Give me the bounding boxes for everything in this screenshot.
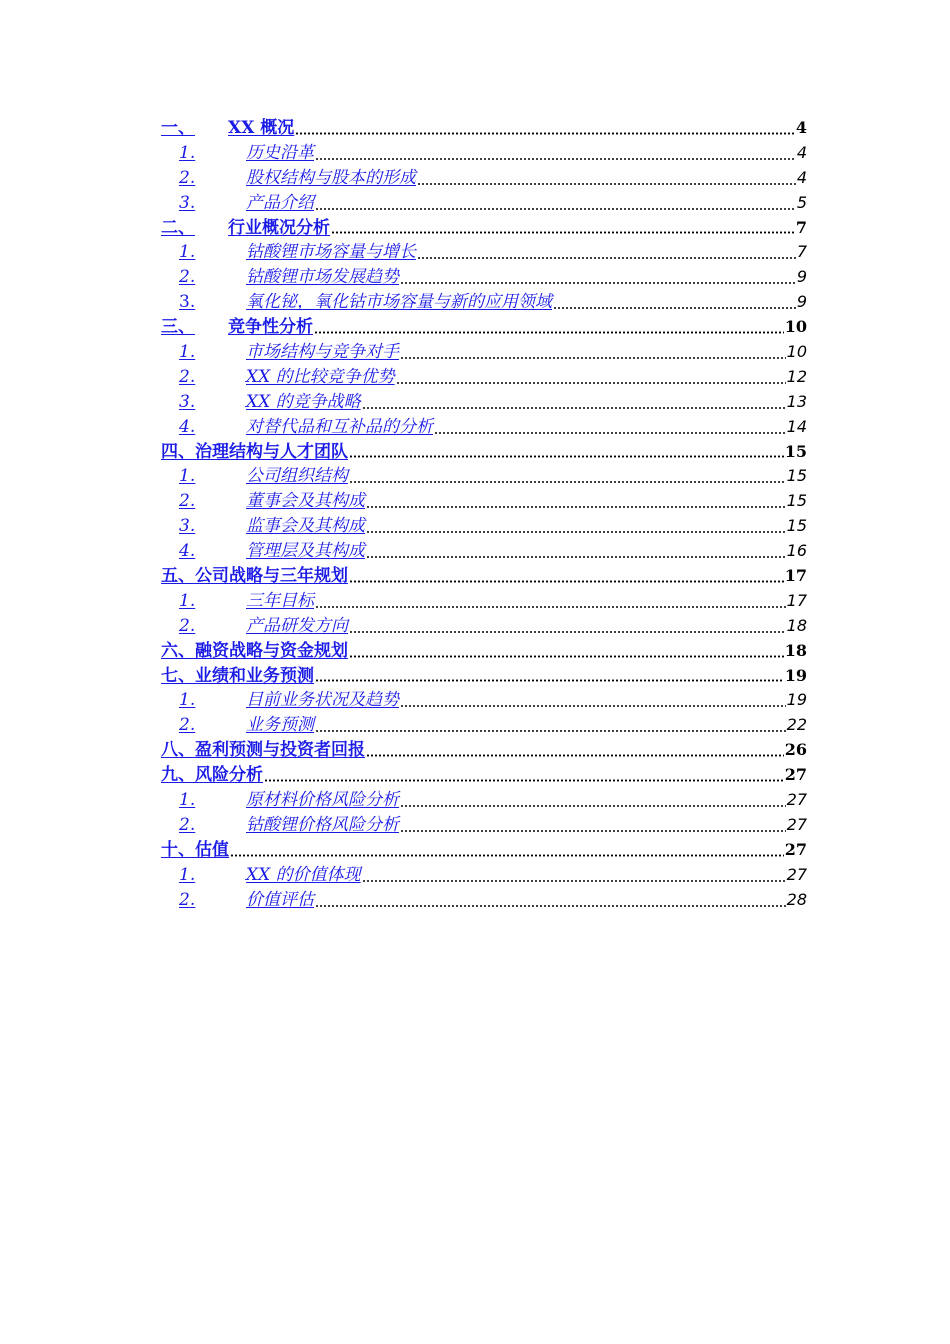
toc-item[interactable] <box>161 713 807 738</box>
toc-page-number: 22 <box>786 715 807 735</box>
toc-item-number[interactable]: 1. <box>179 590 196 611</box>
toc-item-number[interactable]: 1. <box>179 790 196 811</box>
toc-item[interactable] <box>161 290 807 315</box>
toc-section-number[interactable]: 六、 <box>161 640 195 661</box>
toc-page-number: 14 <box>786 416 807 436</box>
toc-item-title[interactable]: 业务预测 <box>246 715 314 736</box>
dot-leader <box>400 282 796 284</box>
dot-leader <box>314 331 784 334</box>
dot-leader <box>315 208 796 210</box>
dot-leader <box>400 357 786 359</box>
toc-item-title[interactable]: 市场结构与竞争对手 <box>246 342 399 363</box>
dot-leader <box>362 880 786 882</box>
toc-page-number: 15 <box>786 516 807 536</box>
toc-page-number: 16 <box>786 541 807 561</box>
toc-page-number: 10 <box>784 317 807 337</box>
toc-item[interactable] <box>161 464 807 489</box>
toc-page-number: 15 <box>786 466 807 486</box>
toc-page-number: 4 <box>795 118 807 137</box>
toc-item[interactable] <box>161 514 807 539</box>
toc-page-number: 27 <box>784 839 807 859</box>
toc-page-number: 4 <box>796 142 807 162</box>
dot-leader <box>400 705 786 707</box>
toc-item-number[interactable]: 4. <box>179 416 196 437</box>
dot-leader <box>315 730 786 732</box>
toc-item-number[interactable]: 3. <box>179 516 196 537</box>
toc-section-4[interactable] <box>161 440 807 465</box>
toc-section-number[interactable]: 三、 <box>161 317 195 338</box>
toc-section-title[interactable]: 公司战略与三年规划 <box>195 566 348 587</box>
toc-item-title[interactable]: 目前业务状况及趋势 <box>246 690 399 711</box>
toc-section-number[interactable]: 九、 <box>161 765 195 786</box>
toc-page-number: 27 <box>786 864 807 884</box>
toc-item-number[interactable]: 1. <box>179 142 196 163</box>
toc-item[interactable] <box>161 589 807 614</box>
toc-item-title[interactable]: 公司组织结构 <box>246 466 348 487</box>
toc-section-8[interactable] <box>161 738 807 763</box>
toc-section-9[interactable] <box>161 763 807 788</box>
dot-leader <box>349 655 784 658</box>
toc-page-number: 18 <box>784 640 807 660</box>
toc-section-title[interactable]: 行业概况分析 <box>228 217 330 238</box>
toc-item[interactable] <box>161 415 807 440</box>
toc-item-title[interactable]: 钴酸锂市场容量与增长 <box>246 242 416 263</box>
dot-leader <box>349 455 784 458</box>
toc-item-number[interactable]: 1. <box>179 466 196 487</box>
toc-item-number[interactable]: 2. <box>179 814 196 835</box>
toc-section-5[interactable] <box>161 564 807 589</box>
toc-item[interactable] <box>161 240 807 265</box>
toc-page-number: 18 <box>786 615 807 635</box>
dot-leader <box>349 481 786 483</box>
dot-leader <box>434 432 786 434</box>
dot-leader <box>400 830 786 832</box>
toc-section-title[interactable]: 竞争性分析 <box>228 317 313 338</box>
toc-section-title[interactable]: 业绩和业务预测 <box>195 665 314 686</box>
toc-item[interactable] <box>161 539 807 564</box>
toc-item-title[interactable]: 对替代品和互补品的分析 <box>246 416 433 437</box>
toc-item-number[interactable]: 4. <box>179 541 196 562</box>
dot-leader <box>417 183 796 185</box>
toc-page-number: 7 <box>795 217 807 237</box>
toc-page-number: 15 <box>786 491 807 511</box>
toc-item[interactable] <box>161 863 807 888</box>
toc-item-number[interactable]: 2. <box>179 366 196 387</box>
toc-item[interactable] <box>161 340 807 365</box>
toc-page-number: 12 <box>786 366 807 386</box>
dot-leader <box>315 158 796 160</box>
toc-item-number[interactable]: 3. <box>179 391 196 412</box>
toc-section-3[interactable] <box>161 315 807 340</box>
toc-item[interactable] <box>161 390 807 415</box>
toc-item[interactable] <box>161 265 807 290</box>
toc-item-title[interactable]: 管理层及其构成 <box>246 541 365 562</box>
toc-page-number: 17 <box>786 590 807 610</box>
toc-item[interactable] <box>161 813 807 838</box>
toc-item-number[interactable]: 2. <box>179 615 196 636</box>
toc-item-title[interactable]: 价值评估 <box>246 889 314 910</box>
toc-section-title[interactable]: 治理结构与人才团队 <box>195 441 348 462</box>
dot-leader <box>315 679 784 682</box>
toc-section-7[interactable] <box>161 664 807 689</box>
toc-section-title[interactable]: 融资战略与资金规划 <box>195 640 348 661</box>
toc-item-title[interactable]: 历史沿革 <box>246 142 314 163</box>
dot-leader <box>366 754 784 757</box>
toc-item[interactable] <box>161 365 807 390</box>
toc-item-title[interactable]: 监事会及其构成 <box>246 516 365 537</box>
toc-item-title[interactable]: 氧化铋，氧化钴市场容量与新的应用领域 <box>246 292 552 313</box>
toc-item-number[interactable]: 1. <box>179 864 196 885</box>
dot-leader <box>349 580 784 583</box>
dot-leader <box>230 854 784 857</box>
toc-section-1[interactable] <box>161 116 807 141</box>
toc-page-number: 9 <box>796 292 807 312</box>
toc-item-number[interactable]: 2. <box>179 491 196 512</box>
toc-item-title[interactable]: XX 的价值体现 <box>246 864 361 885</box>
toc-item-number[interactable]: 3. <box>179 192 196 213</box>
toc-page-number: 13 <box>786 391 807 411</box>
dot-leader <box>417 257 796 259</box>
toc-item-title[interactable]: XX 的比较竞争优势 <box>246 366 395 387</box>
toc-section-number[interactable]: 八、 <box>161 740 195 761</box>
dot-leader <box>349 631 786 633</box>
dot-leader <box>366 506 786 508</box>
toc-section-title[interactable]: 估值 <box>195 839 229 860</box>
toc-item[interactable] <box>161 614 807 639</box>
toc-page-number: 5 <box>796 192 807 212</box>
toc-section-2[interactable] <box>161 216 807 241</box>
table-of-contents <box>161 116 807 913</box>
dot-leader <box>396 382 786 384</box>
dot-leader <box>315 606 786 608</box>
toc-item[interactable] <box>161 688 807 713</box>
dot-leader <box>553 307 796 309</box>
toc-item-number[interactable]: 2. <box>179 715 196 736</box>
dot-leader <box>295 132 795 135</box>
toc-item-number[interactable]: 1. <box>179 342 196 363</box>
toc-section-number[interactable]: 五、 <box>161 566 195 587</box>
toc-page-number: 19 <box>786 690 807 710</box>
toc-page-number: 26 <box>784 740 807 760</box>
toc-item-number[interactable]: 1. <box>179 242 196 263</box>
toc-item-title[interactable]: 产品介绍 <box>246 192 314 213</box>
toc-section-title[interactable]: XX 概况 <box>228 118 295 138</box>
dot-leader <box>366 531 786 533</box>
toc-section-title[interactable]: 风险分析 <box>195 765 263 786</box>
toc-section-number[interactable]: 四、 <box>161 441 195 462</box>
toc-item[interactable] <box>161 888 807 913</box>
toc-item-number[interactable]: 2. <box>179 889 196 910</box>
toc-item-number[interactable]: 3. <box>179 292 196 313</box>
dot-leader <box>362 407 786 409</box>
toc-section-10[interactable] <box>161 838 807 863</box>
toc-item[interactable] <box>161 166 807 191</box>
toc-section-number[interactable]: 一、 <box>161 118 195 138</box>
toc-item[interactable] <box>161 489 807 514</box>
toc-item[interactable] <box>161 141 807 166</box>
toc-page-number: 27 <box>786 814 807 834</box>
toc-page-number: 15 <box>784 441 807 461</box>
toc-page-number: 9 <box>796 267 807 287</box>
toc-section-number[interactable]: 二、 <box>161 217 195 238</box>
dot-leader <box>331 231 795 234</box>
toc-item-title[interactable]: 钴酸锂价格风险分析 <box>246 814 399 835</box>
toc-item-title[interactable]: 钴酸锂市场发展趋势 <box>246 267 399 288</box>
toc-item-title[interactable]: 三年目标 <box>246 590 314 611</box>
toc-item-title[interactable]: 原材料价格风险分析 <box>246 790 399 811</box>
dot-leader <box>315 905 786 907</box>
toc-page-number: 27 <box>786 790 807 810</box>
toc-item-number[interactable]: 2. <box>179 267 196 288</box>
toc-item[interactable] <box>161 788 807 813</box>
toc-page-number: 4 <box>796 167 807 187</box>
toc-page-number: 28 <box>786 889 807 909</box>
toc-page-number: 10 <box>786 342 807 362</box>
toc-section-6[interactable] <box>161 639 807 664</box>
toc-page-number: 7 <box>796 242 807 262</box>
toc-page-number: 27 <box>784 765 807 785</box>
toc-item-title[interactable]: XX 的竞争战略 <box>246 391 361 412</box>
toc-item-title[interactable]: 股权结构与股本的形成 <box>246 167 416 188</box>
toc-section-title[interactable]: 盈利预测与投资者回报 <box>195 740 365 761</box>
dot-leader <box>264 779 784 782</box>
toc-item[interactable] <box>161 191 807 216</box>
toc-item-title[interactable]: 产品研发方向 <box>246 615 348 636</box>
toc-item-title[interactable]: 董事会及其构成 <box>246 491 365 512</box>
toc-section-number[interactable]: 七、 <box>161 665 195 686</box>
toc-section-number[interactable]: 十、 <box>161 839 195 860</box>
toc-page-number: 19 <box>784 665 807 685</box>
toc-item-number[interactable]: 2. <box>179 167 196 188</box>
dot-leader <box>366 556 786 558</box>
dot-leader <box>400 805 786 807</box>
toc-item-number[interactable]: 1. <box>179 690 196 711</box>
toc-page-number: 17 <box>784 566 807 586</box>
